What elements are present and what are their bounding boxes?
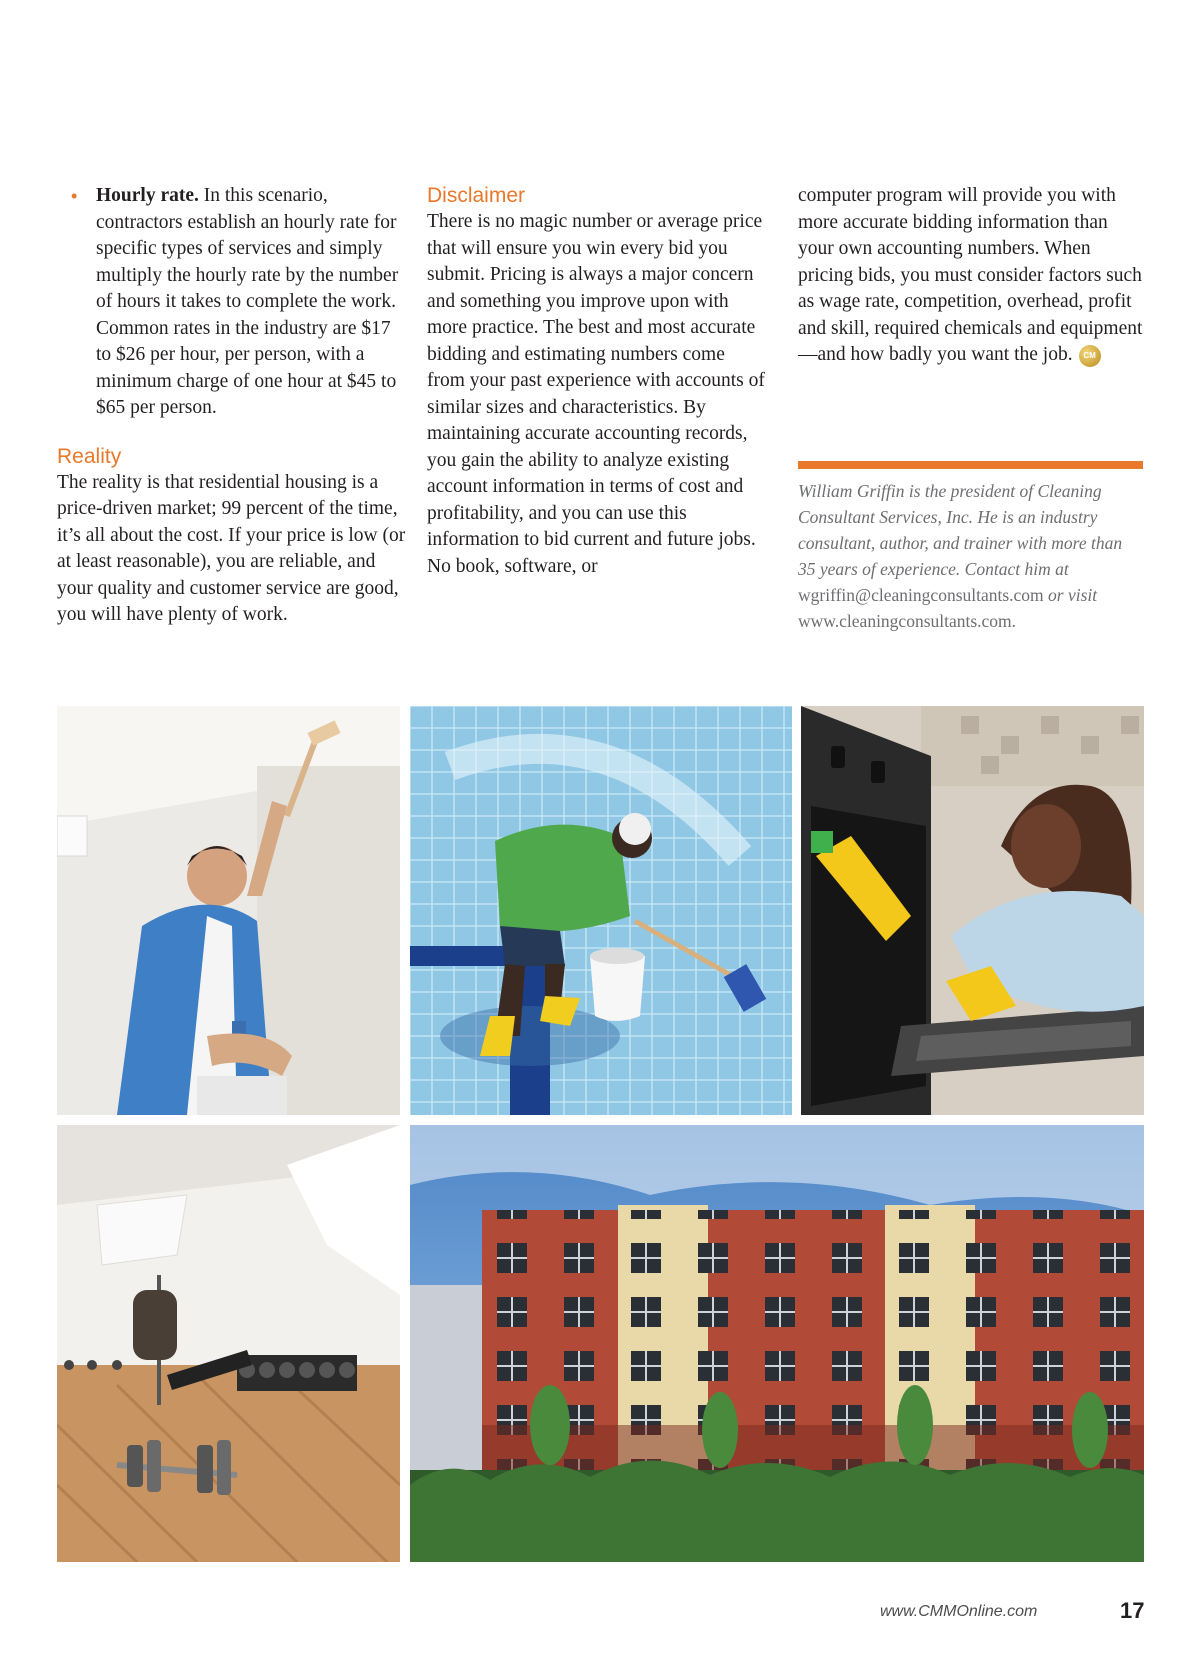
- bullet-title: Hourly rate.: [96, 185, 199, 206]
- continued-text: computer program will provide you with more accurate bidding information than your own accounting numbers. When pricing bids, you must consider factors such as wage rate, competition, overhead, profit and skill, required chemicals and equipment—and how badly you want the job.: [798, 185, 1143, 365]
- bio-text: William Griffin is the president of Cleaning Consultant Services, Inc. He is an industry consultant, author, and trainer with more than 35 years of experience. Contact him at: [798, 481, 1123, 579]
- column-3: [798, 183, 1145, 369]
- page-number: 17: [1120, 1598, 1145, 1623]
- disclaimer-heading: Disclaimer: [427, 184, 526, 207]
- bullet-hourly-rate: [57, 183, 407, 422]
- bio-email-link[interactable]: wgriffin@cleaningconsultants.com: [798, 585, 1044, 605]
- footer-url[interactable]: www.CMMOnline.com: [880, 1603, 1038, 1620]
- column-2: [427, 183, 767, 580]
- cm-end-mark-icon: CM: [1079, 345, 1101, 367]
- continued-paragraph: [798, 183, 1145, 369]
- photo-apartment-buildings: [410, 1125, 1144, 1562]
- author-bio: [798, 478, 1143, 634]
- photo-pool-cleaning: [410, 706, 792, 1115]
- photo-painter: [57, 706, 400, 1115]
- photo-oven-cleaning: [801, 706, 1144, 1115]
- bio-or-visit: or visit: [1043, 585, 1098, 605]
- reality-heading: Reality: [57, 444, 122, 468]
- bio-divider: [798, 461, 1143, 469]
- bullet-dot-icon: •: [71, 186, 78, 206]
- bio-website-link[interactable]: www.cleaningconsultants.com.: [798, 611, 1017, 631]
- column-1: [57, 183, 407, 629]
- disclaimer-paragraph: There is no magic number or average price that will ensure you win every bid you submit. Pricing is always a major concern and something you improve upon with more practice. The best and most accurate bidding and estimating numbers come from your past experience with accounts of similar sizes and characteristics. By maintaining accurate accounting records, you gain the ability to analyze existing account information in terms of cost and profitability, and you can use this information to bid current and future jobs. No book, software, or: [427, 211, 765, 577]
- photo-home-gym: [57, 1125, 400, 1562]
- reality-paragraph: The reality is that residential housing is a price-driven market; 99 percent of the time, it’s all about the cost. If your price is low (or at least reasonable), you are reliable, and your quality and customer service are good, you will have plenty of work.: [57, 471, 406, 625]
- bullet-text: In this scenario, contractors establish an hourly rate for specific types of services and simply multiply the hourly rate by the number of hours it takes to complete the work. Common rates in the industry are $17 to $26 per hour, per person, with a minimum charge of one hour at $45 to $65 per person.: [96, 185, 399, 418]
